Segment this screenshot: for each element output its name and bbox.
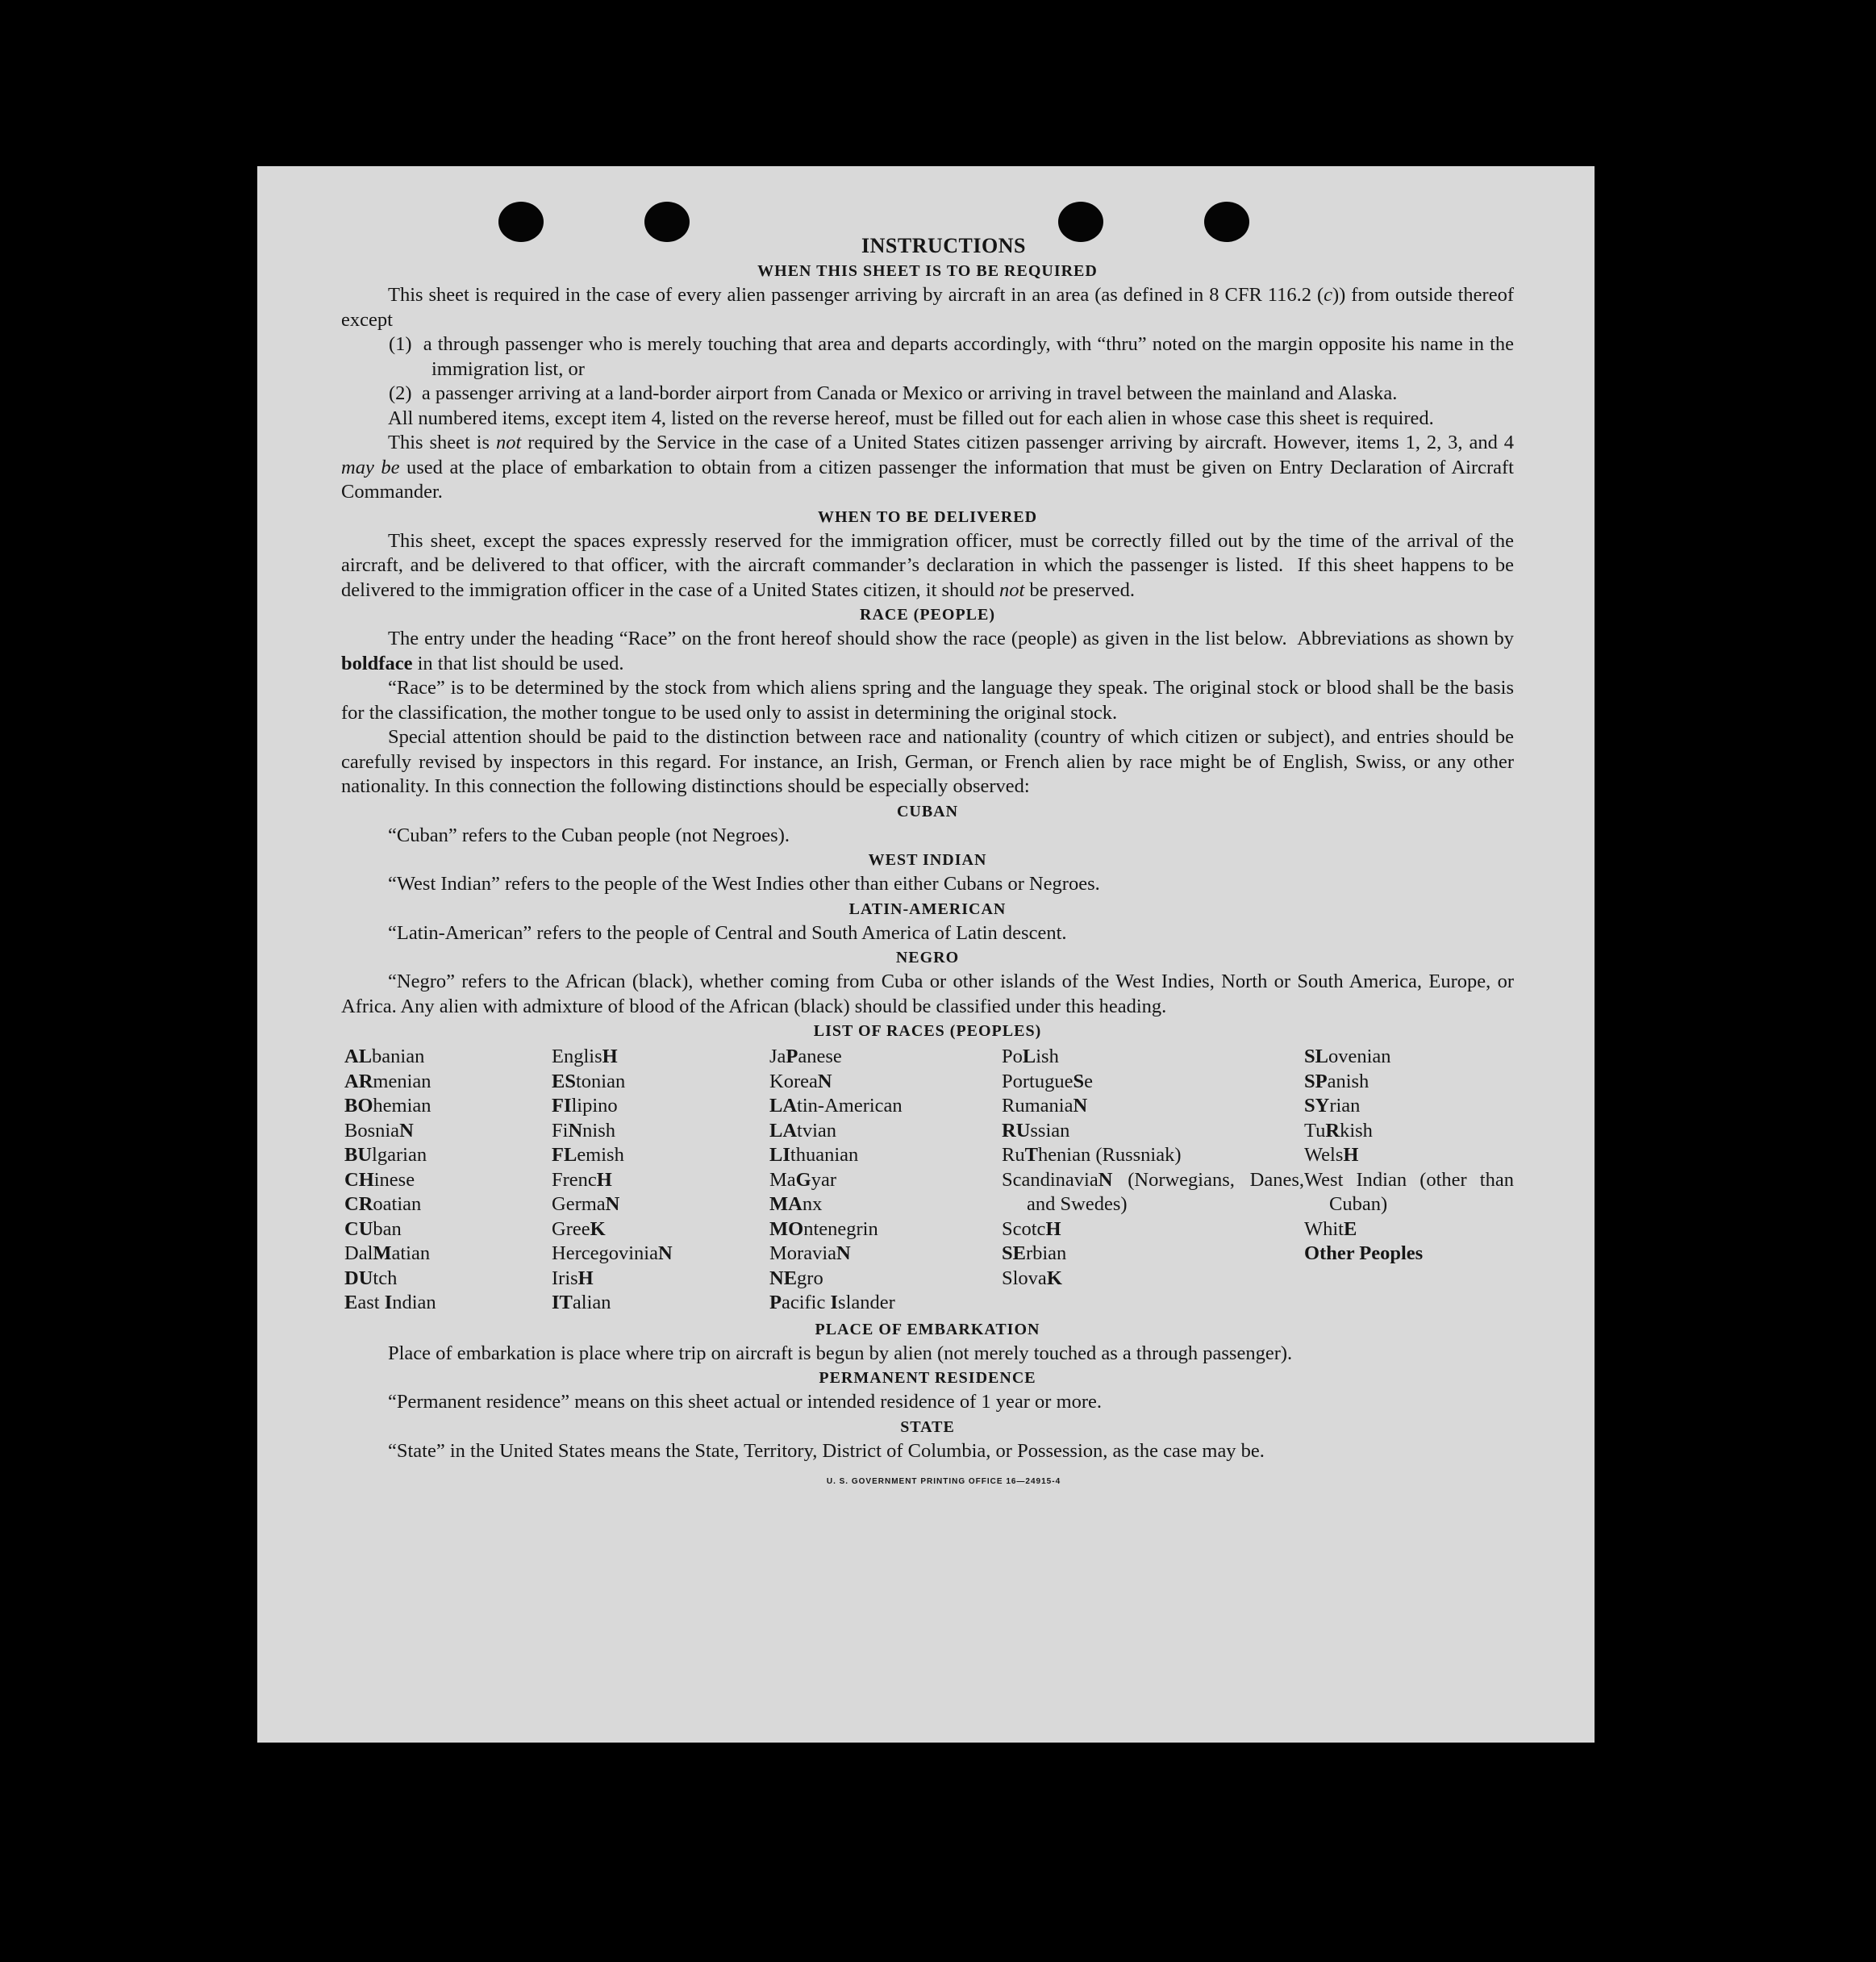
embarkation-para: Place of embarkation is place where trip on aircraft is begun by alien (not merely touched as a through passenger). [388,1342,1293,1364]
race-abbrev: K [590,1217,606,1240]
race-entry [1304,1094,1514,1119]
race-abbrev: T [1024,1144,1038,1166]
race-name-part: banian [372,1046,425,1067]
when-required-intro: This sheet is required in the case of every alien passenger arriving by aircraft in an area (as defined in 8 CFR 116.2 (c)) from outside thereof except [341,284,1514,331]
race-abbrev: N [817,1070,832,1092]
race-name-part: atian [391,1242,431,1264]
race-entry [1002,1242,1304,1267]
race-entry [769,1192,1002,1217]
race-entry [344,1267,552,1292]
section-heading-state: STATE [900,1417,955,1436]
race-name-part: nx [802,1193,823,1215]
race-entry [552,1291,769,1316]
race-name-part: Slova [1002,1267,1047,1289]
race-abbrev: R [1325,1119,1340,1142]
race-name-part: anese [798,1046,842,1067]
race-entry [1304,1242,1514,1267]
race-name-part: nish [582,1119,615,1142]
race-abbrev: DU [344,1267,373,1289]
race-name-part: Ja [769,1046,786,1067]
race-abbrev: AL [344,1046,373,1067]
race-name-part: tch [373,1267,398,1289]
when-required-para3: This sheet is not required by the Service in the case of a United States citizen passenger arriving by aircraft. However, items 1, 2, 3, and 4 may be used at the place of embarkation to obtain from a citizen passenger the information that must be given on Entry Declaration of Aircraft Commander. [341,432,1514,503]
section-heading-race: RACE (PEOPLE) [860,606,995,624]
race-entry [1002,1143,1304,1168]
race-name-part: tvian [797,1119,837,1142]
section-heading-when-delivered: WHEN TO BE DELIVERED [817,507,1038,526]
section-heading-cuban: CUBAN [896,802,959,820]
race-entry [552,1070,769,1095]
race-entry [1304,1217,1514,1242]
race-entry [769,1094,1002,1119]
race-name-part: hemian [373,1095,431,1117]
race-name-part: Ru [1002,1144,1025,1166]
race-entry [769,1168,1002,1193]
race-entry [769,1143,1002,1168]
race-name-part: ovenian [1328,1046,1391,1067]
race-abbrev: RU [1002,1119,1031,1142]
race-abbrev: N [568,1119,583,1142]
west-indian-para: “West Indian” refers to the people of the West Indies other than either Cubans or Negroes. [388,873,1100,895]
races-column-5 [1304,1045,1514,1316]
race-name-part: Scandinavia [1002,1168,1099,1191]
race-name-part: Rumania [1002,1095,1073,1117]
race-abbrev: P [769,1292,782,1313]
race-abbrev: SP [1304,1070,1328,1092]
race-entry [1304,1119,1514,1144]
race-entry [769,1291,1002,1316]
negro-para: “Negro” refers to the African (black), whether coming from Cuba or other islands of the West Indies, North or South America, Europe, or Africa. Any alien with admixture of blood of the African (black) should be classified under this heading. [341,971,1514,1017]
race-name-part: emish [577,1144,624,1166]
race-entry [344,1045,552,1070]
residence-para: “Permanent residence” means on this sheet actual or intended residence of 1 year or more. [388,1391,1103,1413]
race-name-part: alian [572,1292,611,1313]
exception-item-1 [341,332,1514,382]
race-name-part: ssian [1030,1119,1070,1142]
race-entry [552,1217,769,1242]
race-entry [1002,1119,1304,1144]
race-abbrev: LA [769,1119,798,1142]
race-abbrev: FI [552,1095,572,1117]
race-entry [344,1291,552,1316]
exception-item-2 [341,382,1514,407]
races-column-3 [769,1045,1002,1316]
section-heading-residence: PERMANENT RESIDENCE [819,1369,1036,1387]
race-abbrev: FL [552,1144,577,1166]
section-heading-latin-american: LATIN-AMERICAN [848,900,1007,918]
race-name-part: (Norwegians, Danes, and Swedes) [1027,1168,1304,1215]
race-name-part: Bosnia [344,1119,400,1142]
race-abbrev: CH [344,1168,374,1191]
exception-item-1-number: (1) [389,333,412,355]
races-column-2 [552,1045,769,1316]
race-entry [552,1192,769,1217]
race-entry [344,1143,552,1168]
race-entry [1304,1168,1514,1217]
race-name-part: Tu [1304,1119,1326,1142]
when-required-para2: All numbered items, except item 4, listed on the reverse hereof, must be filled out for each alien in whose case this sheet is required. [388,407,1434,429]
race-abbrev: H [596,1168,612,1191]
race-name-part: acific [781,1292,831,1313]
race-name-part: Englis [552,1046,602,1067]
race-entry [1002,1070,1304,1095]
race-name-part: tonian [575,1070,626,1092]
race-name-part: West Indian (other than Cuban) [1304,1168,1514,1215]
race-name-part: Korea [769,1070,818,1092]
race-abbrev: N [1098,1168,1113,1191]
race-name-part: Portugue [1002,1070,1073,1092]
race-abbrev: NE [769,1267,798,1289]
race-name-part: ban [373,1217,402,1240]
race-entry [344,1217,552,1242]
race-abbrev: CU [344,1217,373,1240]
race-entry [769,1119,1002,1144]
race-name-part: lipino [571,1095,618,1117]
cuban-para: “Cuban” refers to the Cuban people (not Negroes). [388,824,790,846]
race-name-part: Wels [1304,1144,1344,1166]
race-entry [344,1119,552,1144]
race-entry [344,1168,552,1193]
race-abbrev: LI [769,1144,790,1166]
race-entry [1304,1070,1514,1095]
race-name-part: ndian [392,1292,436,1313]
race-abbrev: L [1022,1046,1036,1067]
race-name-part: Gree [552,1217,590,1240]
race-entry [1002,1267,1304,1292]
race-para3: Special attention should be paid to the distinction between race and nationality (country of which citizen or subject), and entries should be carefully revised by inspectors in this regard. For instance, an Irish, German, or French alien by race might be of English, Swiss, or any other nationality. In this connection the following distinctions should be especially observed: [341,726,1514,797]
races-list [344,1045,1514,1316]
race-para1: The entry under the heading “Race” on the front hereof should show the race (people) as given in the list below. Abbreviations as shown by boldface in that list should be used. [341,628,1514,674]
race-name-part: ntenegrin [803,1217,878,1240]
race-name-part: Moravia [769,1242,836,1264]
instructions-content [341,233,1514,1495]
races-column-1 [344,1045,552,1316]
race-name-part: ish [1036,1046,1059,1067]
race-abbrev: N [605,1193,620,1215]
race-abbrev: MA [769,1193,803,1215]
race-abbrev: AR [344,1070,373,1092]
race-name-part: Germa [552,1193,606,1215]
section-heading-list-of-races: LIST OF RACES (PEOPLES) [813,1022,1042,1040]
races-column-4 [1002,1045,1304,1316]
race-name-part: inese [373,1168,415,1191]
race-abbrev: CR [344,1193,373,1215]
race-name-part: kish [1340,1119,1373,1142]
race-abbrev: E [1344,1217,1357,1240]
race-entry [344,1094,552,1119]
race-entry [1304,1045,1514,1070]
state-para: “State” in the United States means the State, Territory, District of Columbia, or Possession, as the case may be. [388,1439,1265,1462]
race-entry [552,1242,769,1267]
race-abbrev: N [399,1119,414,1142]
instruction-sheet [257,166,1595,1743]
race-entry [769,1267,1002,1292]
race-abbrev: I [384,1292,393,1313]
race-name-part: Dal [344,1242,373,1264]
race-name-part: Iris [552,1267,578,1289]
race-abbrev: K [1046,1267,1062,1289]
section-heading-embarkation: PLACE OF EMBARKATION [815,1320,1040,1338]
race-entry [344,1070,552,1095]
race-abbrev: IT [552,1292,573,1313]
race-abbrev: E [344,1292,358,1313]
race-name-part: menian [373,1070,431,1092]
race-abbrev: ES [552,1070,576,1092]
race-abbrev: Other Peoples [1304,1242,1424,1264]
latin-american-para: “Latin-American” refers to the people of Central and South America of Latin descent. [388,921,1067,944]
race-entry [552,1143,769,1168]
section-heading-when-required: WHEN THIS SHEET IS TO BE REQUIRED [757,262,1098,280]
race-abbrev: H [1343,1144,1359,1166]
race-name-part: tin-American [797,1095,903,1117]
race-abbrev: P [786,1046,798,1067]
race-abbrev: BO [344,1095,373,1117]
race-abbrev: N [836,1242,851,1264]
race-abbrev: H [602,1046,618,1067]
race-name-part: henian (Russniak) [1037,1144,1182,1166]
printing-office-footer: U. S. GOVERNMENT PRINTING OFFICE 16—24915-4 [826,1477,1061,1486]
race-abbrev: N [1073,1095,1088,1117]
race-entry [552,1119,769,1144]
race-entry [552,1045,769,1070]
race-entry [552,1094,769,1119]
exception-item-1-text: a through passenger who is merely touching that area and departs accordingly, with “thru” noted on the margin opposite his name in the immigration list, or [423,333,1514,380]
race-name-part: yar [811,1168,837,1191]
race-name-part: thuanian [790,1144,859,1166]
race-entry [769,1045,1002,1070]
race-abbrev: LA [769,1095,798,1117]
race-name-part: Scotc [1002,1217,1046,1240]
race-entry [1002,1094,1304,1119]
race-name-part: Fi [552,1119,569,1142]
page-title: INSTRUCTIONS [861,234,1026,257]
race-name-part: slander [838,1292,895,1313]
race-name-part: rbian [1025,1242,1067,1264]
race-name-part: Hercegovinia [552,1242,658,1264]
race-abbrev: H [577,1267,594,1289]
race-entry [344,1192,552,1217]
race-name-part: gro [797,1267,823,1289]
race-name-part: rian [1329,1095,1361,1117]
race-abbrev: SE [1002,1242,1026,1264]
race-abbrev: SL [1304,1046,1328,1067]
race-abbrev: SY [1304,1095,1330,1117]
race-abbrev: M [373,1242,392,1264]
when-delivered-para: This sheet, except the spaces expressly reserved for the immigration officer, must be correctly filled out by the time of the arrival of the aircraft, and be delivered to that officer, with the aircraft commander’s declaration in which the passenger is listed. If this sheet happens to be delivered to the immigration officer in the case of a United States citizen, it should not be preserved. [341,529,1514,601]
race-name-part: Po [1002,1046,1023,1067]
exception-item-2-text: a passenger arriving at a land-border airport from Canada or Mexico or arriving in travel between the mainland and Alaska. [421,382,1398,404]
race-entry [1304,1143,1514,1168]
race-entry [344,1242,552,1267]
race-entry [769,1070,1002,1095]
race-abbrev: MO [769,1217,804,1240]
race-name-part: Whit [1304,1217,1344,1240]
race-entry [1002,1217,1304,1242]
race-name-part: ast [357,1292,385,1313]
race-abbrev: BU [344,1144,373,1166]
section-heading-west-indian: WEST INDIAN [868,851,987,869]
race-name-part: e [1084,1070,1093,1092]
race-entry [1002,1168,1304,1217]
race-name-part: Frenc [552,1168,597,1191]
race-abbrev: S [1073,1070,1085,1092]
race-abbrev: G [795,1168,811,1191]
race-name-part: lgarian [372,1144,427,1166]
race-abbrev: I [830,1292,839,1313]
race-entry [552,1168,769,1193]
race-entry [1002,1045,1304,1070]
section-heading-negro: NEGRO [895,949,960,966]
race-name-part: oatian [373,1193,422,1215]
race-entry [769,1217,1002,1242]
race-abbrev: H [1045,1217,1061,1240]
race-entry [552,1267,769,1292]
exception-item-2-number: (2) [389,382,412,404]
race-abbrev: N [657,1242,673,1264]
race-para2: “Race” is to be determined by the stock from which aliens spring and the language they speak. The original stock or blood shall be the basis for the classification, the mother tongue to be used only to assist in determining the original stock. [341,677,1514,724]
race-entry [769,1242,1002,1267]
race-name-part: Ma [769,1168,796,1191]
race-name-part: anish [1327,1070,1369,1092]
